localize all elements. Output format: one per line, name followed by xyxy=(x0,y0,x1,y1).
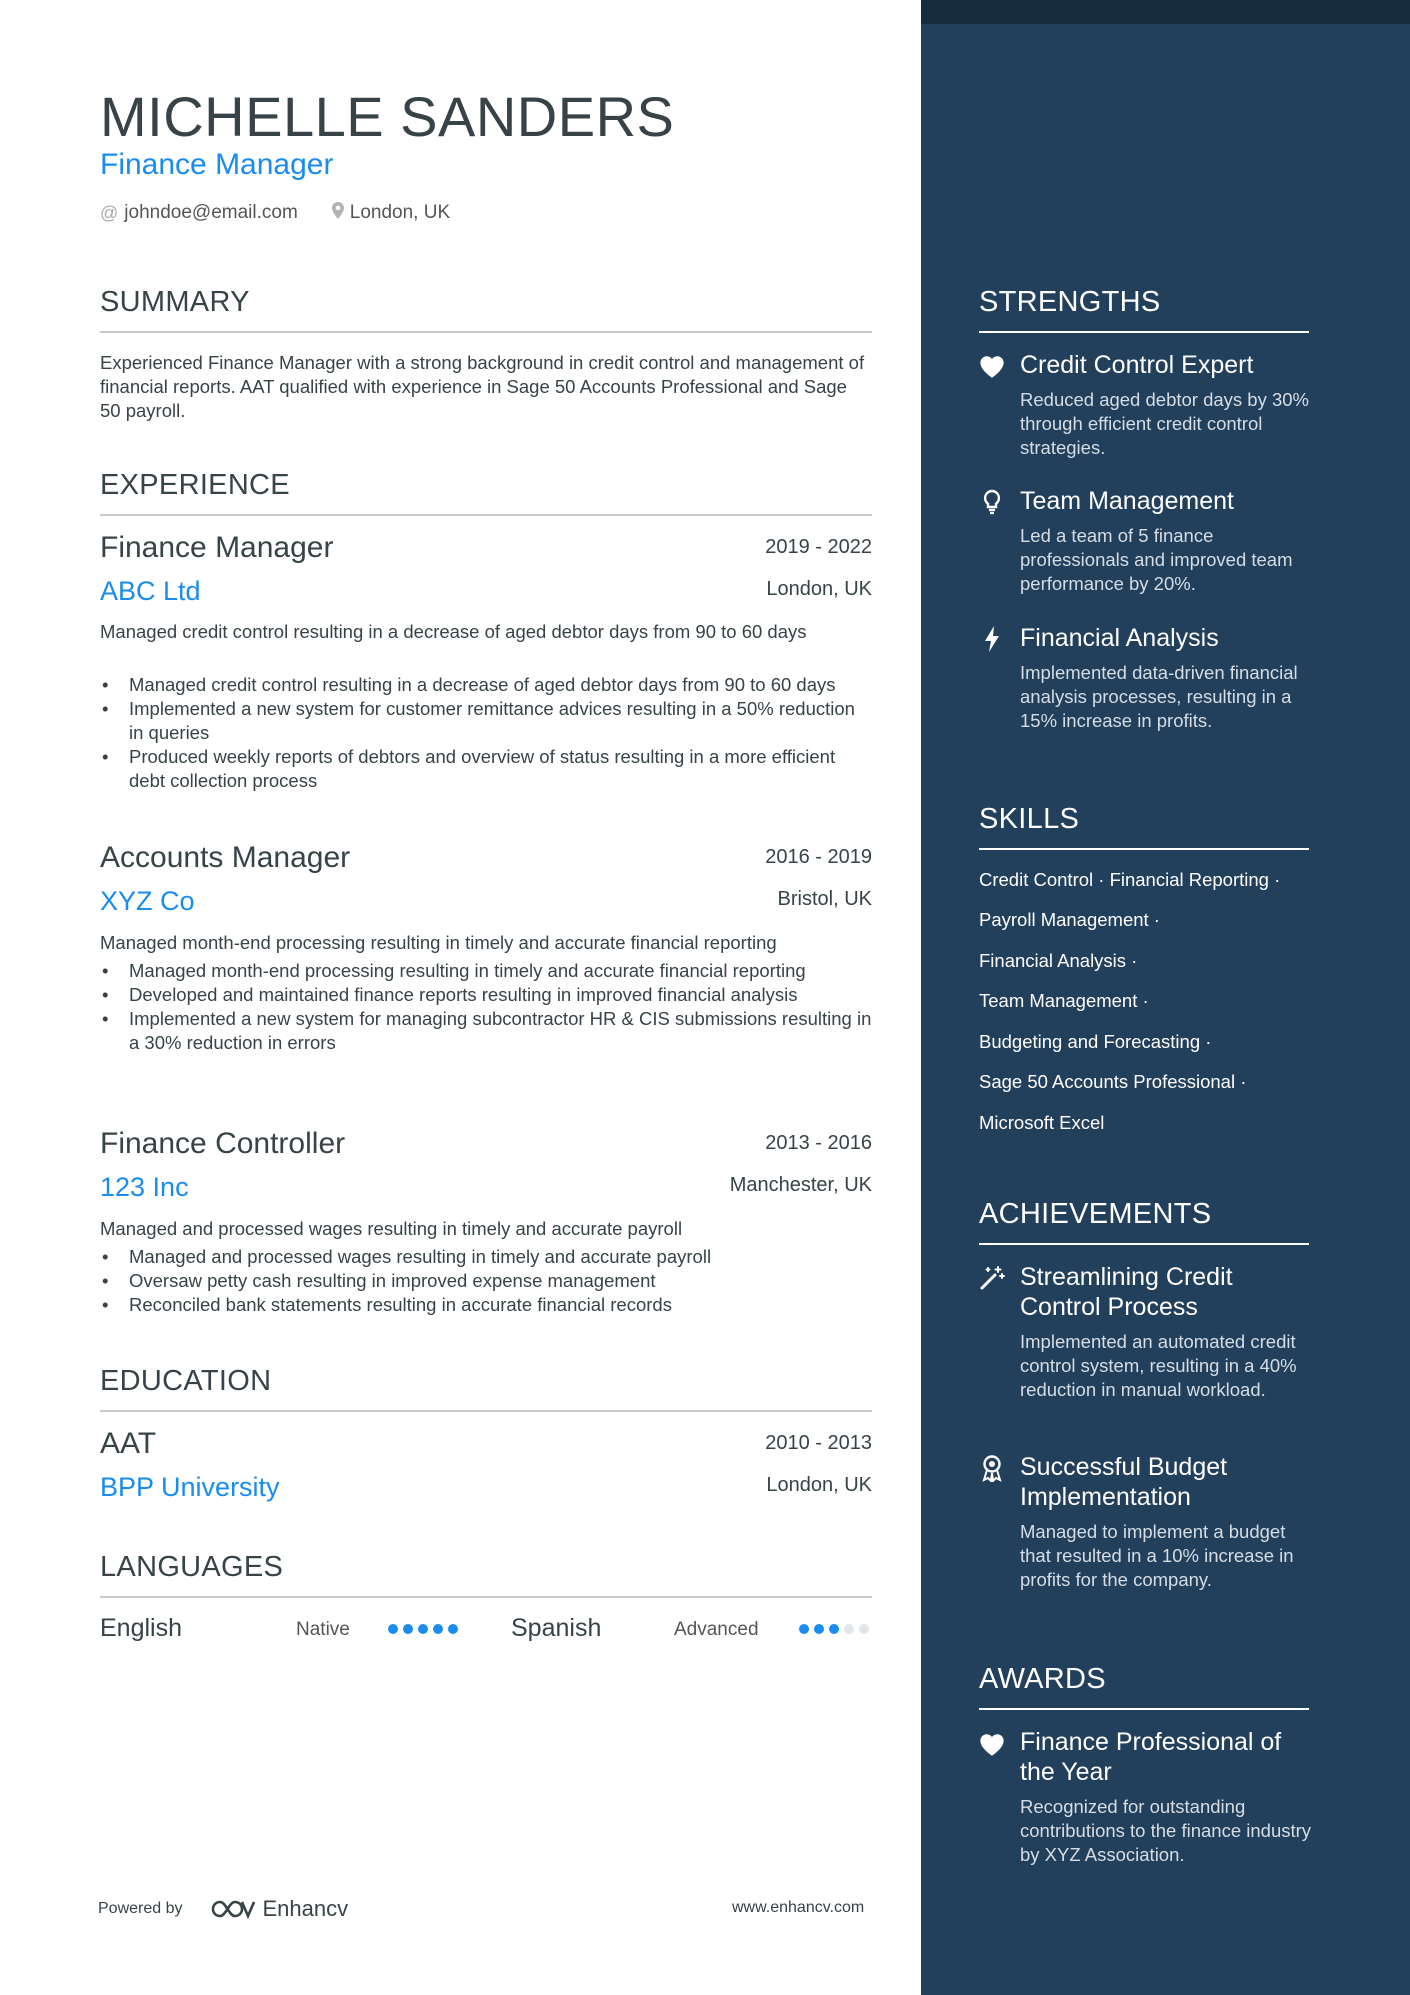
at-icon: @ xyxy=(100,202,119,223)
rating-dot xyxy=(418,1624,428,1634)
language-rating-spanish xyxy=(799,1624,869,1634)
education-heading: EDUCATION xyxy=(100,1365,872,1412)
education-dates: 2010 - 2013 xyxy=(765,1432,872,1454)
strength-title: Team Management xyxy=(1020,487,1235,515)
rating-dot xyxy=(388,1624,398,1634)
lightbulb-icon xyxy=(977,487,1007,517)
rating-dot xyxy=(799,1624,809,1634)
sidebar-top-band xyxy=(921,0,1410,24)
skill-line: Team Management · xyxy=(979,990,1149,1011)
skill-line: Budgeting and Forecasting · xyxy=(979,1031,1212,1052)
list-item: • Implemented a new system for customer remittance advices resulting in a 50% reduction in queries xyxy=(100,697,872,745)
enhancv-logo-icon xyxy=(209,1898,255,1920)
rating-dot xyxy=(859,1624,869,1634)
award-ribbon-icon xyxy=(977,1453,1007,1483)
job-dates: 2016 - 2019 xyxy=(765,846,872,868)
language-level: Advanced xyxy=(674,1619,759,1640)
list-item: • Implemented a new system for managing subcontractor HR & CIS submissions resulting in a 30% reduction in errors xyxy=(100,1007,872,1055)
job-bullets xyxy=(100,959,872,1055)
summary-heading: SUMMARY xyxy=(100,286,872,333)
rating-dot xyxy=(433,1624,443,1634)
heart-icon xyxy=(977,1729,1007,1759)
job-summary: Managed credit control resulting in a decrease of aged debtor days from 90 to 60 days xyxy=(100,621,807,642)
job-dates: 2013 - 2016 xyxy=(765,1132,872,1154)
powered-by-text: Powered by xyxy=(98,1900,183,1917)
location-text: London, UK xyxy=(349,202,451,223)
language-name: English xyxy=(100,1614,182,1642)
skills-heading: SKILLS xyxy=(979,803,1309,850)
rating-dot xyxy=(403,1624,413,1634)
awards-heading: AWARDS xyxy=(979,1663,1309,1710)
strength-text: Reduced aged debtor days by 30% through efficient credit control strategies. xyxy=(1020,389,1310,458)
rating-dot xyxy=(844,1624,854,1634)
job-bullets xyxy=(100,1245,872,1317)
education-location: London, UK xyxy=(766,1474,872,1496)
award-title: Finance Professional of the Year xyxy=(1020,1728,1282,1786)
list-item: • Managed credit control resulting in a decrease of aged debtor days from 90 to 60 days xyxy=(100,673,872,697)
summary-text: Experienced Finance Manager with a strong background in credit control and management of financial reports. AAT qualified with experience in Sage 50 Accounts Professional and Sage 50 payroll. xyxy=(100,352,865,421)
job-location: London, UK xyxy=(766,578,872,600)
job-summary: Managed and processed wages resulting in timely and accurate payroll xyxy=(100,1218,683,1239)
rating-dot xyxy=(829,1624,839,1634)
skill-line: Microsoft Excel xyxy=(979,1112,1105,1133)
experience-heading: EXPERIENCE xyxy=(100,469,872,516)
achievement-title: Streamlining Credit Control Process xyxy=(1020,1263,1233,1321)
job-company: 123 Inc xyxy=(100,1172,189,1202)
skill-line: Credit Control · Financial Reporting · xyxy=(979,869,1281,890)
job-bullets xyxy=(100,673,872,793)
strength-title: Financial Analysis xyxy=(1020,624,1219,652)
skill-line: Sage 50 Accounts Professional · xyxy=(979,1071,1247,1092)
list-item: • Developed and maintained finance reports resulting in improved financial analysis xyxy=(100,983,872,1007)
languages-heading: LANGUAGES xyxy=(100,1551,872,1598)
sidebar xyxy=(921,0,1410,1995)
brand-name: Enhancv xyxy=(262,1896,349,1921)
strengths-heading: STRENGTHS xyxy=(979,286,1309,333)
strength-title: Credit Control Expert xyxy=(1020,351,1254,379)
candidate-name: MICHELLE SANDERS xyxy=(100,85,675,148)
list-item: • Oversaw petty cash resulting in improved expense management xyxy=(100,1269,872,1293)
language-rating-english xyxy=(388,1624,458,1634)
achievements-heading: ACHIEVEMENTS xyxy=(979,1198,1309,1245)
list-item: • Reconciled bank statements resulting in accurate financial records xyxy=(100,1293,872,1317)
rating-dot xyxy=(814,1624,824,1634)
achievement-title: Successful Budget Implementation xyxy=(1020,1453,1228,1511)
job-summary: Managed month-end processing resulting in timely and accurate financial reporting xyxy=(100,932,777,953)
email-text[interactable]: johndoe@email.com xyxy=(124,202,298,223)
job-company: ABC Ltd xyxy=(100,576,201,606)
strength-text: Led a team of 5 finance professionals and improved team performance by 20%. xyxy=(1020,525,1293,594)
job-role: Finance Manager xyxy=(100,531,334,564)
job-dates: 2019 - 2022 xyxy=(765,536,872,558)
language-name: Spanish xyxy=(511,1614,602,1642)
enhancv-logo[interactable] xyxy=(209,1896,349,1922)
education-degree: AAT xyxy=(100,1427,157,1460)
rating-dot xyxy=(448,1624,458,1634)
strength-text: Implemented data-driven financial analysis processes, resulting in a 15% increase in profits. xyxy=(1020,662,1298,731)
list-item: • Managed month-end processing resulting in timely and accurate financial reporting xyxy=(100,959,872,983)
language-level: Native xyxy=(296,1619,350,1640)
lightning-icon xyxy=(977,624,1007,654)
achievement-text: Implemented an automated credit control system, resulting in a 40% reduction in manual workload. xyxy=(1020,1331,1297,1400)
footer-url[interactable]: www.enhancv.com xyxy=(732,1899,865,1916)
skill-line: Payroll Management · xyxy=(979,909,1160,930)
footer-brand xyxy=(98,1896,348,1922)
magic-wand-icon xyxy=(977,1263,1007,1293)
achievement-text: Managed to implement a budget that resulted in a 10% increase in profits for the company. xyxy=(1020,1521,1294,1590)
education-school: BPP University xyxy=(100,1472,280,1502)
job-location: Manchester, UK xyxy=(729,1174,872,1196)
award-text: Recognized for outstanding contributions to the finance industry by XYZ Association. xyxy=(1020,1796,1312,1865)
heart-icon xyxy=(977,351,1007,381)
list-item: • Produced weekly reports of debtors and overview of status resulting in a more efficient debt collection process xyxy=(100,745,872,793)
list-item: • Managed and processed wages resulting in timely and accurate payroll xyxy=(100,1245,872,1269)
job-company: XYZ Co xyxy=(100,886,195,916)
job-location: Bristol, UK xyxy=(777,888,872,910)
job-role: Finance Controller xyxy=(100,1127,346,1160)
skill-line: Financial Analysis · xyxy=(979,950,1138,971)
candidate-title: Finance Manager xyxy=(100,148,334,181)
job-role: Accounts Manager xyxy=(100,841,351,874)
location-pin-icon xyxy=(332,202,344,224)
contact-row xyxy=(100,202,450,224)
